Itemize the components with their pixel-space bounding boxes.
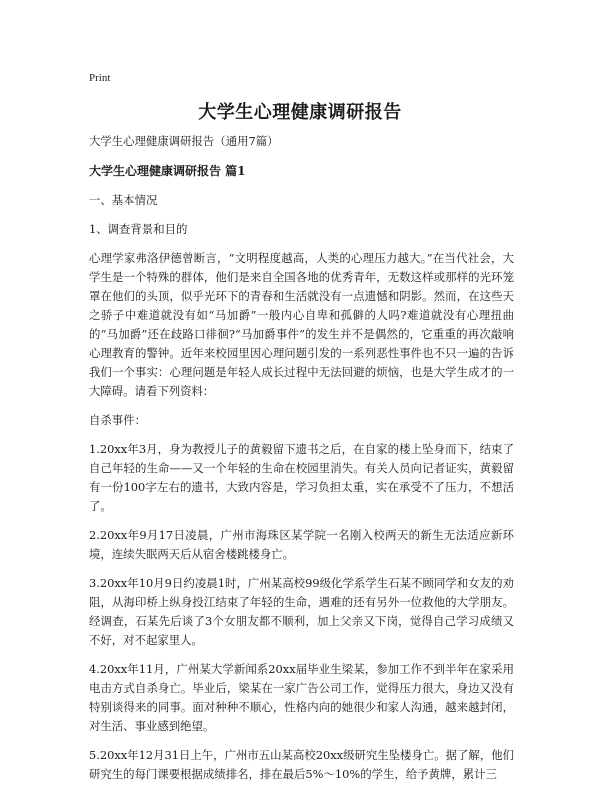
document-body [89,132,514,794]
section-title: 大学生心理健康调研报告 篇1 [89,164,246,178]
heading-background: 1、调查背景和目的 [89,222,188,236]
print-label[interactable]: Print [89,72,111,84]
case-paragraph: 5.20xx年12月31日上午，广州市五山某高校20xx级研究生坠楼身亡。据了解，他们研究生的每门课要根据成绩排名，排在最后5%～10%的学生，给予黄牌，累计三 [89,748,514,781]
case-paragraph: 2.20xx年9月17日凌晨，广州市海珠区某学院一名刚入校两天的新生无法适应新环境，连续失眠两天后从宿舍楼跳楼身亡。 [89,528,514,561]
page-title: 大学生心理健康调研报告 [198,102,402,123]
case-paragraph: 3.20xx年10月9日约凌晨1时，广州某高校99级化学系学生石某不顾同学和女友的劝阻，从海印桥上纵身投江结束了年轻的生命，遇难的还有另外一位救他的大学朋友。经调查，石某先后谈了3个女朋友都不顺利，加上父亲又下岗，觉得自己学习成绩又不好，对不起家里人。 [89,576,514,647]
case-paragraph: 4.20xx年11月，广州某大学新闻系20xx届毕业生梁某，参加工作不到半年在家采用电击方式自杀身亡。毕业后，梁某在一家广告公司工作，觉得压力很大，身边又没有特别谈得来的同事。面对种种不顺心，性格内向的她很少和家人沟通，越来越封闭，对生活、事业感到绝望。 [89,662,514,733]
case-paragraph: 1.20xx年3月，身为教授儿子的黄毅留下遗书之后，在自家的楼上坠身而下，结束了自己年轻的生命——又一个年轻的生命在校园里消失。有关人员向记者证实，黄毅留有一份100字左右的遗书，大致内容是，学习负担太重，实在承受不了压力，不想活了。 [89,442,514,513]
document-subtitle: 大学生心理健康调研报告（通用7篇） [89,134,279,148]
heading-basic-info: 一、基本情况 [89,193,158,207]
suicide-label: 自杀事件： [89,413,146,427]
intro-paragraph: 心理学家弗洛伊德曾断言，“文明程度越高，人类的心理压力越大。”在当代社会，大学生是一个特殊的群体，他们是来自全国各地的优秀青年，无数这样或那样的光环笼罩在他们的头顶，似乎光环下的青春和生活就没有一点遗憾和阴影。然而，在这些天之骄子中难道就没有如“马加爵”一般内心自卑和孤僻的人吗?难道就没有心理扭曲的“马加爵”还在歧路口徘徊?“马加爵事件”的发生并不是偶然的，它重重的再次敲响心理教育的警钟。近年来校园里因心理问题引发的一系列恶性事件也不只一遍的告诉我们一个事实：心理问题是年轻人成长过程中无法回避的烦恼，也是大学生成才的一大障碍。请看下列资料： [89,251,514,398]
